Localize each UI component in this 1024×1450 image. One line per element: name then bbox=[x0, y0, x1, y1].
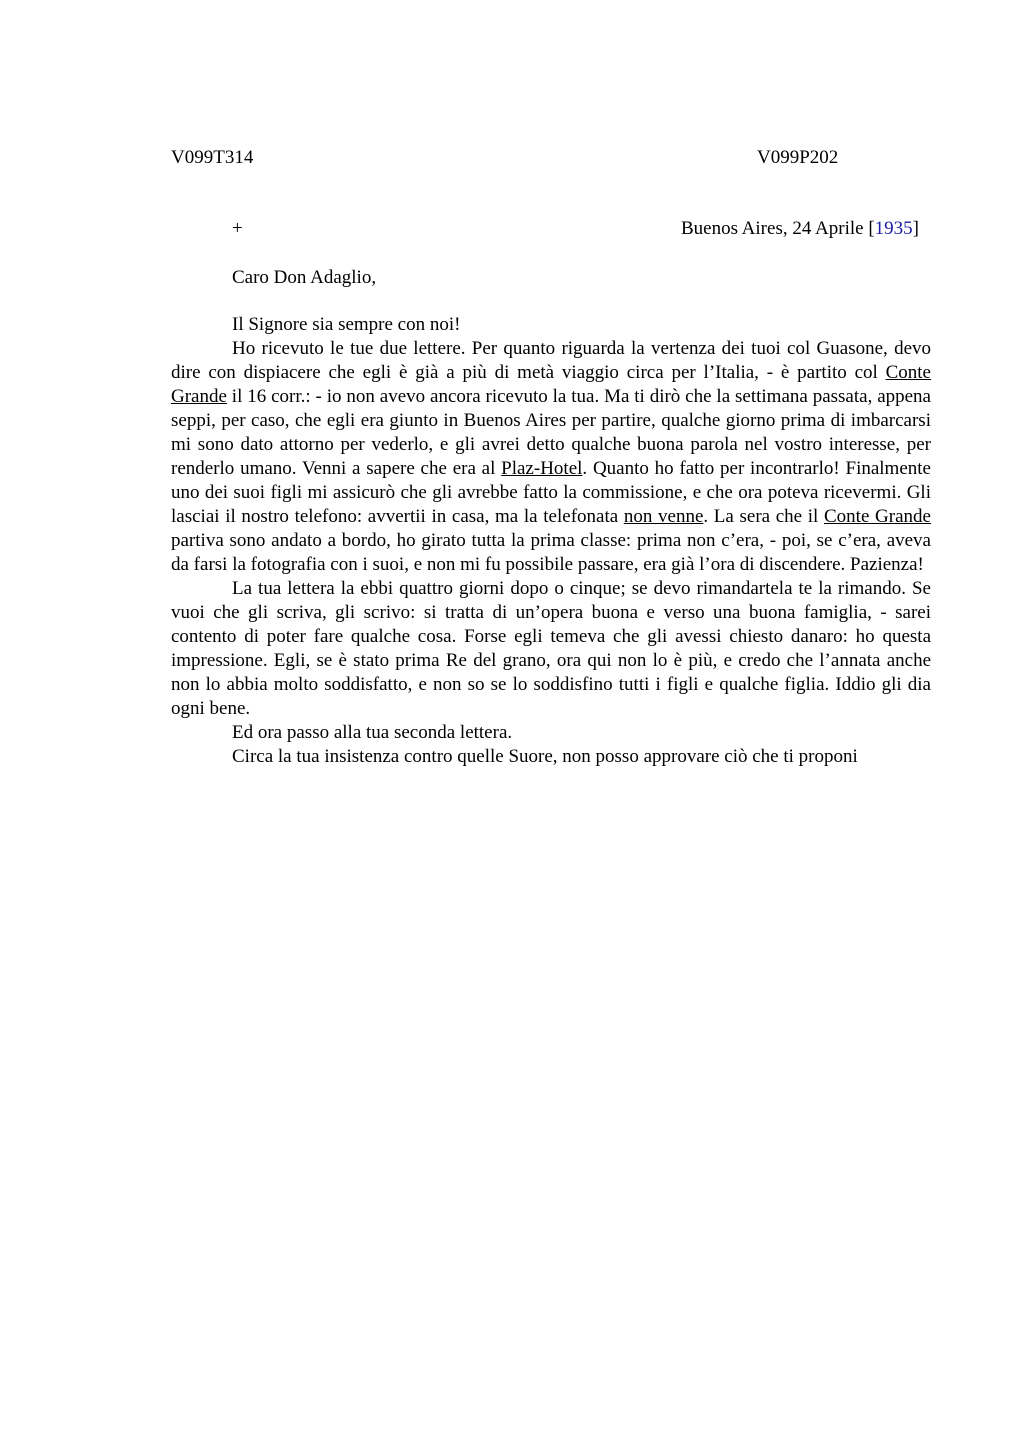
paragraph-2 bbox=[171, 337, 931, 577]
year-reference[interactable]: 1935 bbox=[874, 218, 913, 239]
p2-text-1: Ho ricevuto le tue due lettere. Per quanto riguarda la vertenza dei tuoi col Guasone, devo dire con dispiacere che egli è già a più di metà viaggio circa per l’Italia, - è partito col bbox=[171, 338, 931, 383]
header-left-code: V099T314 bbox=[171, 147, 254, 168]
cross-symbol: + bbox=[232, 218, 243, 239]
paragraph-1: Il Signore sia sempre con noi! bbox=[232, 314, 461, 335]
letter-body bbox=[171, 313, 931, 769]
underlined-non-venne: non venne bbox=[623, 506, 704, 527]
p2-text-2: il 16 corr.: - io non avevo ancora ricevuto la tua. Ma ti dirò che la settimana passata, appena seppi, per caso, che egli era giunto in Buenos Aires per partire, qualche giorno prima di imbarcarsi mi sono dato attorno per vederlo, e gli avrei detto qualche buona parola nel vostro interesse, per renderlo umano. Venni a sapere che era al bbox=[171, 386, 931, 479]
place-date bbox=[681, 217, 919, 241]
p2-text-5: partiva sono andato a bordo, ho girato tutta la prima classe: prima non c’era, - poi, se c’era, aveva da farsi la fotografia con i suoi, e non mi fu possibile passare, era già l’ora di discendere. Pazienza! bbox=[171, 530, 931, 575]
paragraph-5: Circa la tua insistenza contro quelle Suore, non posso approvare ciò che ti proponi bbox=[232, 746, 858, 767]
underlined-conte-grande-2: Conte Grande bbox=[824, 506, 931, 527]
p2-text-3: . Quanto ho fatto per incontrarlo! Finalmente uno dei suoi figli mi assicurò che gli avrebbe fatto la commissione, e che ora poteva ricevermi. Gli lasciai il nostro telefono: avvertii in casa, ma la telefonata bbox=[171, 458, 931, 527]
salutation: Caro Don Adaglio, bbox=[232, 267, 377, 288]
underlined-conte-grande-1: Conte Grande bbox=[171, 362, 931, 407]
p2-text-4: . La sera che il bbox=[703, 506, 824, 527]
header-right-code: V099P202 bbox=[757, 147, 839, 168]
place-date-text: Buenos Aires, 24 Aprile [ bbox=[680, 218, 875, 239]
year-bracket-close: ] bbox=[912, 218, 919, 239]
paragraph-3: La tua lettera la ebbi quattro giorni dopo o cinque; se devo rimandartela te la rimando. Se vuoi che gli scriva, gli scrivo: si tratta di un’opera buona e verso una buona famiglia, - sarei contento di poter fare qualche cosa. Forse egli temeva che gli avessi chiesto danaro: ho questa impressione. Egli, se è stato prima Re del grano, ora qui non lo è più, e credo che l’annata anche non lo abbia molto soddisfatto, e non so se lo soddisfino tutti i figli e qualche figlia. Iddio gli dia ogni bene. bbox=[171, 578, 931, 719]
paragraph-4: Ed ora passo alla tua seconda lettera. bbox=[232, 722, 513, 743]
underlined-plaz-hotel: Plaz-Hotel bbox=[501, 458, 583, 479]
